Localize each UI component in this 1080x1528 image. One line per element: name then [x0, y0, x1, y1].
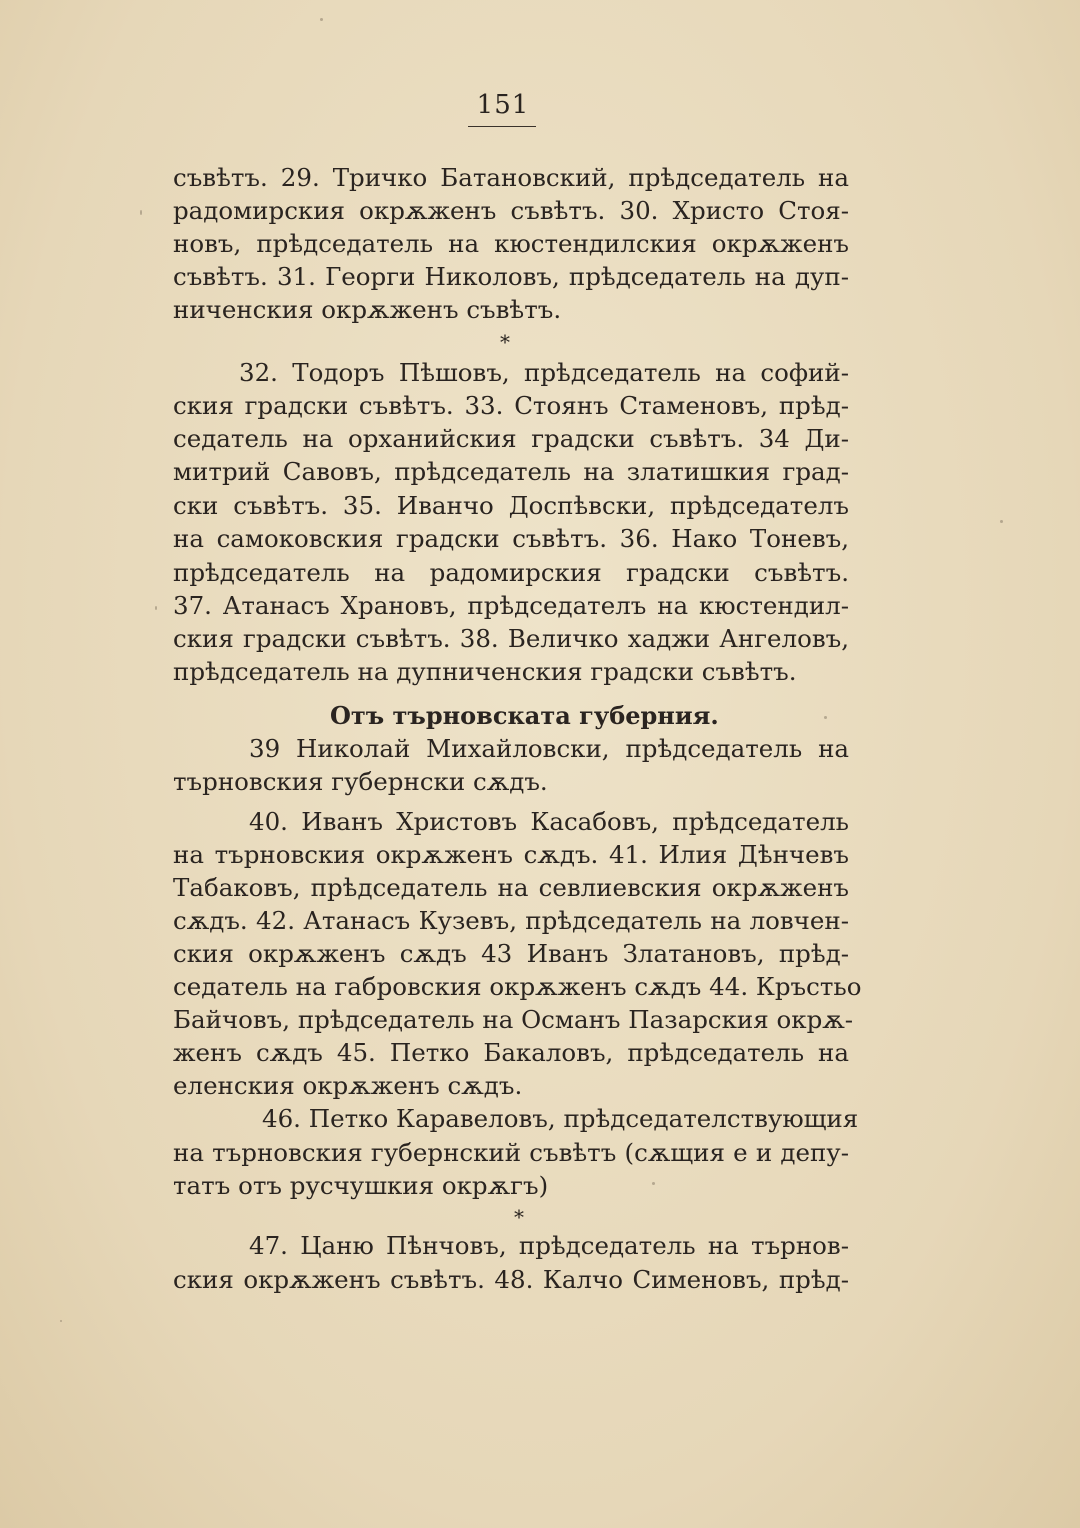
text-line: сѫдъ. 42. Атанасъ Кузевъ, прѣдседатель на ловчен-	[173, 906, 849, 935]
text-line: Табаковъ, прѣдседатель на севлиевския окрѫженъ	[173, 873, 849, 902]
text-line: прѣдседатель на дупниченския градски съвѣтъ.	[173, 657, 797, 686]
section-separator-asterisk: *	[500, 330, 510, 354]
section-separator-asterisk: *	[514, 1205, 524, 1229]
text-line: 46. Петко Каравеловъ, прѣдседателствующия	[262, 1104, 859, 1133]
text-line: еленския окрѫженъ сѫдъ.	[173, 1071, 523, 1100]
paper-speck	[60, 1320, 62, 1322]
text-line: седатель на орханийския градски съвѣтъ. 34 Ди-	[173, 424, 849, 453]
text-line: новъ, прѣдседатель на кюстендилския окрѫженъ	[173, 229, 849, 258]
text-line: търновския губернски сѫдъ.	[173, 767, 548, 796]
paper-speck	[155, 606, 157, 610]
text-line: митрий Савовъ, прѣдседатель на златишкия град-	[173, 457, 849, 486]
text-line: 37. Атанасъ Храновъ, прѣдседателъ на кюстендил-	[173, 591, 849, 620]
page-number-rule	[468, 126, 536, 127]
text-line: на търновския окрѫженъ сѫдъ. 41. Илия Дѣнчевъ	[173, 840, 849, 869]
page-number: 151	[476, 90, 530, 120]
text-line: съвѣтъ. 29. Тричко Батановский, прѣдседатель на	[173, 163, 849, 192]
text-line: ниченския окрѫженъ съвѣтъ.	[173, 295, 562, 324]
text-line: 47. Цаню Пѣнчовъ, прѣдседатель на търнов-	[249, 1231, 849, 1260]
text-line: татъ отъ русчушкия окрѫгъ)	[173, 1171, 549, 1200]
text-line: ския градски съвѣтъ. 38. Величко хаджи Ангеловъ,	[173, 624, 849, 653]
section-heading: Отъ търновската губерния.	[330, 701, 719, 730]
text-line: 40. Иванъ Христовъ Касабовъ, прѣдседатель	[249, 807, 849, 836]
paper-speck	[320, 18, 323, 21]
text-line: ския окрѫженъ сѫдъ 43 Иванъ Златановъ, прѣд-	[173, 939, 849, 968]
paper-speck	[1000, 520, 1003, 523]
text-line: на търновския губернский съвѣтъ (сѫщия е и депу-	[173, 1138, 849, 1167]
text-line: ския градски съвѣтъ. 33. Стоянъ Стаменовъ, прѣд-	[173, 391, 849, 420]
text-line: ския окрѫженъ съвѣтъ. 48. Калчо Сименовъ, прѣд-	[173, 1265, 849, 1294]
text-line: радомирския окрѫженъ съвѣтъ. 30. Христо Стоя-	[173, 196, 849, 225]
text-line: Байчовъ, прѣдседатель на Османъ Пазарския окрѫ-	[173, 1005, 854, 1034]
paper-speck	[824, 716, 827, 719]
text-line: съвѣтъ. 31. Георги Николовъ, прѣдседатель на дуп-	[173, 262, 849, 291]
paper-speck	[652, 1182, 655, 1185]
paper-speck	[140, 210, 142, 215]
text-line: седатель на габровския окрѫженъ сѫдъ 44. Кръстьо	[173, 972, 862, 1001]
text-line: 39 Николай Михайловски, прѣдседатель на	[249, 734, 849, 763]
text-line: ски съвѣтъ. 35. Иванчо Доспѣвски, прѣдседателъ	[173, 491, 849, 520]
text-line: 32. Тодоръ Пѣшовъ, прѣдседатель на софий-	[239, 358, 849, 387]
text-line: прѣдседатель на радомирския градски съвѣтъ.	[173, 558, 849, 587]
text-line: женъ сѫдъ 45. Петко Бакаловъ, прѣдседатель на	[173, 1038, 849, 1067]
text-line: на самоковския градски съвѣтъ. 36. Нако Тоневъ,	[173, 524, 849, 553]
